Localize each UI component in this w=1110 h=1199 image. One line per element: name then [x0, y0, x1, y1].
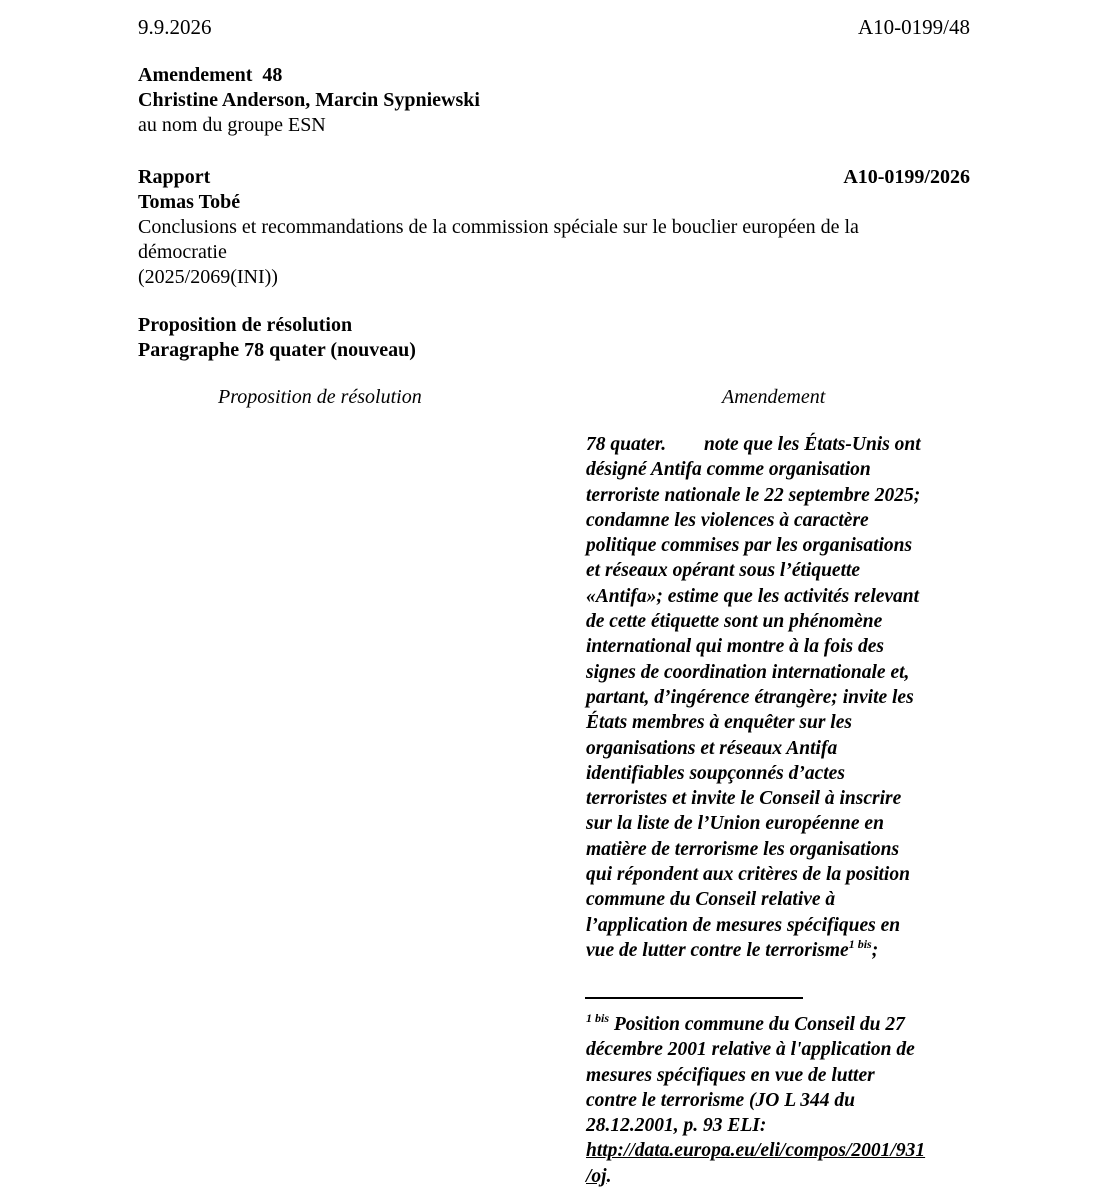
document-date: 9.9.2026 — [138, 15, 212, 39]
report-subject-line-2: démocratie — [138, 241, 227, 263]
amendment-text-line: terroristes et invite le Conseil à inscrire — [586, 788, 902, 810]
right-column-heading: Amendement — [722, 386, 826, 408]
amendment-text-line: politique commises par les organisations — [586, 535, 913, 557]
report-subject-line-1: Conclusions et recommandations de la commission spéciale sur le bouclier européen de la — [138, 216, 859, 238]
eli-link[interactable]: http://data.europa.eu/eli/compos/2001/931 — [586, 1140, 926, 1162]
amendment-text-line: sur la liste de l’Union européenne en — [586, 813, 884, 835]
amendment-text-line: et réseaux opérant sous l’étiquette — [586, 560, 861, 582]
amendment-text-line: États membres à enquêter sur les — [586, 712, 852, 734]
amendment-paragraph-number: 78 quater. — [586, 434, 667, 455]
footnote-reference[interactable]: 1 bis — [848, 936, 872, 951]
amendment-text-line: terroriste nationale le 22 septembre 2025; — [586, 484, 921, 506]
report-procedure: (2025/2069(INI)) — [138, 266, 278, 288]
footnote — [586, 1012, 970, 1189]
amendment-group: au nom du groupe ESN — [138, 114, 326, 136]
amendment-header — [138, 63, 970, 138]
amendment-text-line: l’application de mesures spécifiques en — [586, 914, 901, 936]
amendment-text-line: qui répondent aux critères de la position — [586, 864, 910, 886]
amendment-text-line: partant, d’ingérence étrangère; invite les — [586, 686, 914, 708]
amendment-title: Amendement 48 — [138, 64, 283, 86]
proposal-title: Proposition de résolution — [138, 314, 353, 336]
amendment-text-line: 78 quater. note que les États-Unis ont — [586, 432, 970, 457]
report-rapporteur: Tomas Tobé — [138, 191, 241, 213]
footnote-link-line — [586, 1138, 970, 1163]
footnote-line: contre le terrorisme (JO L 344 du — [586, 1089, 856, 1111]
amendment-text-line: «Antifa»; estime que les activités relevant — [586, 585, 920, 607]
footnote-link-line: /oj. — [586, 1165, 612, 1187]
amendment-authors: Christine Anderson, Marcin Sypniewski — [138, 89, 480, 111]
footnote-line: décembre 2001 relative à l'application de — [586, 1039, 915, 1061]
proposal-block — [138, 313, 970, 363]
footnote-mark: 1 bis — [586, 1011, 610, 1025]
amendment-text-line: identifiables soupçonnés d’actes — [586, 762, 845, 784]
amendment-text-line: international qui montre à la fois des — [586, 636, 884, 658]
report-row — [138, 165, 970, 190]
amendment-text — [586, 432, 970, 963]
report-number: A10-0199/2026 — [843, 166, 970, 188]
footnote-line: mesures spécifiques en vue de lutter — [586, 1064, 875, 1086]
amendment-text-line: condamne les violences à caractère — [586, 509, 869, 531]
document-reference: A10-0199/48 — [858, 15, 970, 39]
amendment-text-line: désigné Antifa comme organisation — [586, 459, 871, 481]
footnote-separator — [585, 997, 803, 999]
report-label: Rapport — [138, 166, 211, 188]
footnote-line: 28.12.2001, p. 93 ELI: — [586, 1115, 767, 1137]
proposal-paragraph: Paragraphe 78 quater (nouveau) — [138, 339, 416, 361]
footnote-line: $^{1 bis}$ Position commune du Conseil du 27 — [586, 1011, 905, 1035]
amendment-text-line: de cette étiquette sont un phénomène — [586, 611, 883, 633]
amendment-text-line: organisations et réseaux Antifa — [586, 737, 838, 759]
eli-link-continued[interactable]: /oj — [586, 1165, 607, 1187]
report-block — [138, 165, 970, 290]
amendment-text-line: signes de coordination internationale et, — [586, 661, 910, 683]
left-column-heading: Proposition de résolution — [218, 386, 422, 408]
amendment-text-line: commune du Conseil relative à — [586, 889, 836, 911]
amendment-text-line: matière de terrorisme les organisations — [586, 838, 900, 860]
amendment-text-line: vue de lutter contre le terrorisme$^{1 bis}$; — [586, 936, 879, 961]
